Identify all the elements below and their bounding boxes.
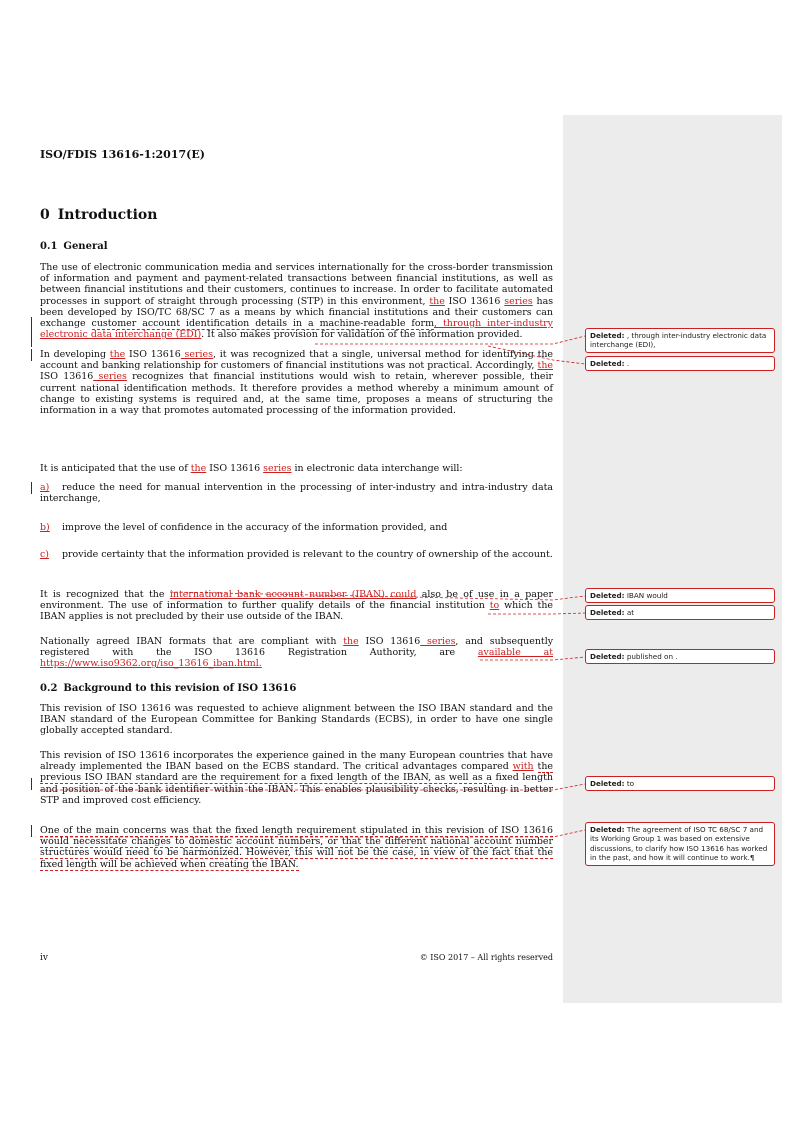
document-id: ISO/FDIS 13616-1:2017(E): [40, 148, 205, 161]
paragraph-3: It is anticipated that the use of the ISO 13616 series in electronic data interchange will:: [40, 463, 463, 474]
paragraph-4: It is recognized that the international bank account number (IBAN) could also be of use in a paper environment. The use of information to further qualify details of the financial institution to which the IBAN applies is not precluded by their use outside of the IBAN.: [40, 589, 554, 623]
insertion[interactable]: available at: [477, 647, 553, 659]
tracked-text[interactable]: the previous ISO IBAN standard are the requirement for a fixed length of the IBAN, as well as a: [40, 761, 554, 784]
comment-balloon[interactable]: Deleted: published on .: [585, 649, 775, 664]
insertion[interactable]: to: [489, 600, 500, 612]
subsection-title: Background to this revision of ISO 13616: [63, 683, 297, 694]
subsection-title: General: [63, 241, 108, 252]
list-item: c) provide certainty that the information provided is relevant to the country of ownership of the account.: [40, 549, 553, 560]
copyright-notice: © ISO 2017 – All rights reserved: [419, 953, 553, 962]
insertion[interactable]: the: [537, 360, 553, 372]
comment-balloon[interactable]: Deleted: , through inter-industry electronic data interchange (EDI),: [585, 328, 775, 353]
registration-link[interactable]: https://www.iso9362.org/iso_13616_iban.html.: [40, 658, 262, 670]
list-marker: b): [40, 522, 50, 533]
subsection-number: 0.2: [40, 683, 58, 694]
subsection-heading-background: [40, 683, 296, 694]
paragraph-1: The use of electronic communication media and services internationally for the cross-border transmission of information and payment and payment-related transactions between financial institutions, as well as between financial institutions and their customers, continues to increase. In order to facilitate automated processes in support of straight through processing (STP) in this environment, the ISO 13616 series has been developed by ISO/TC 68/SC 7 as a means by which financial institutions and their customers can exchange customer account identification details in a machine-readable form, through inter-industry electronic data interchange (EDI). It also makes provision for validation of the information provided.: [40, 262, 554, 341]
comment-balloon[interactable]: Deleted: The agreement of ISO TC 68/SC 7 and its Working Group 1 was based on extensive discussions, to clarify how ISO 13616 has worked in the past, and how it will continue to work.¶: [585, 822, 775, 866]
comment-balloon[interactable]: Deleted: .: [585, 356, 775, 371]
change-bar: [31, 482, 32, 494]
paragraph-2: In developing the ISO 13616 series, it was recognized that a single, universal method for identifying the account and banking relationship for customers of financial institutions was not practical. Accordingly, the ISO 13616 series recognizes that financial institutions would wish to retain, wherever possible, their current national identification methods. It therefore provides a method whereby a minimum amount of change to existing systems is required and, at the same time, proposes a means of structuring the information in a way that promotes automated processing of the information provided.: [40, 349, 554, 417]
insertion[interactable]: series: [504, 295, 533, 307]
paragraph-5: Nationally agreed IBAN formats that are compliant with the ISO 13616 series, and subsequently registered with the ISO 13616 Registration Authority, are available at https://www.iso9362.org/iso_13616_iban.html.: [40, 636, 554, 670]
change-bar: [31, 825, 32, 837]
list-item: a) reduce the need for manual intervention in the processing of inter-industry and intra-industry data interchange,: [40, 482, 553, 505]
insertion[interactable]: , through inter-industry electronic data interchange (EDI): [40, 318, 554, 341]
insertion[interactable]: international bank account number (IBAN) could: [169, 589, 417, 600]
insertion[interactable]: series: [263, 463, 292, 474]
section-heading-introduction: [40, 207, 157, 223]
change-bar: [31, 349, 32, 361]
subsection-number: 0.1: [40, 241, 58, 252]
change-bar: [31, 778, 32, 790]
paragraph-7: This revision of ISO 13616 incorporates the experience gained in the many European countries that have already implemented the IBAN based on the ECBS standard. The critical advantages compared with the previous ISO IBAN standard are the requirement for a fixed length of the IBAN, as well as a fixed length and position of the bank identifier within the IBAN. This enables plausibility checks, resulting in better STP and improved cost efficiency.: [40, 750, 554, 806]
subsection-heading-general: [40, 241, 108, 252]
insertion[interactable]: series: [420, 636, 456, 647]
insertion[interactable]: with: [512, 761, 534, 773]
insertion[interactable]: series: [93, 371, 127, 383]
page-number: iv: [40, 953, 48, 963]
list-marker: c): [40, 549, 49, 560]
insertion[interactable]: series: [180, 349, 213, 360]
insertion[interactable]: the: [429, 295, 445, 307]
comment-balloon[interactable]: Deleted: IBAN would: [585, 588, 775, 603]
comment-balloon[interactable]: Deleted: at: [585, 605, 775, 620]
paragraph-6: This revision of ISO 13616 was requested to achieve alignment between the ISO IBAN standard and the IBAN standard of the European Committee for Banking Standards (ECBS), in order to have one single globally accepted standard.: [40, 703, 553, 737]
change-bar: [31, 317, 32, 347]
section-number: 0: [40, 207, 50, 223]
list-item: b) improve the level of confidence in the accuracy of the information provided, and: [40, 522, 448, 533]
tracked-text[interactable]: customer account identification details in a machine-readable form: [91, 318, 435, 330]
insertion[interactable]: the: [190, 463, 207, 474]
comment-balloon[interactable]: Deleted: to: [585, 776, 775, 791]
comments-margin-pane: [563, 115, 782, 1003]
insertion[interactable]: the: [109, 349, 126, 360]
list-marker: a): [40, 482, 50, 493]
insertion[interactable]: the: [343, 636, 359, 647]
paragraph-8: [40, 825, 553, 870]
tracked-text[interactable]: One of the main concerns was that the fixed length requirement stipulated in this revision of ISO 13616 would necessitate changes to domestic account numbers, or that the different national account number structures would need to be harmonized. However, this will not be the case, in view of the fact that the fixed length will be achieved when creating the IBAN.: [40, 825, 553, 870]
section-title: Introduction: [57, 207, 158, 223]
